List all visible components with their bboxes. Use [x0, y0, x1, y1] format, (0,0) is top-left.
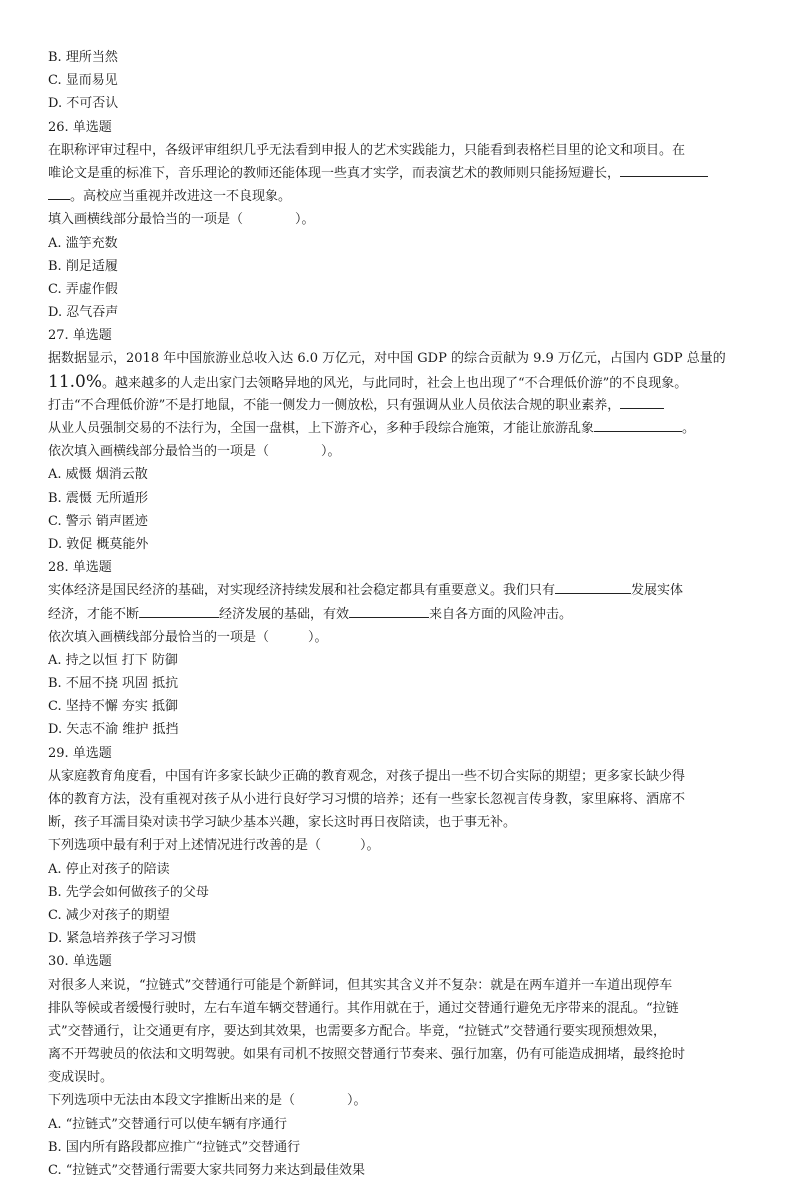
option-a: A. “拉链式”交替通行可以使车辆有序通行 — [48, 1116, 287, 1132]
question-header: 29. 单选题 — [48, 745, 112, 761]
question-text — [48, 371, 760, 394]
question-text: 排队等候或者缓慢行驶时，左右车道车辆交替通行。其作用就在于，通过交替通行避免无序带来的混乱。“拉链 — [48, 1000, 679, 1016]
text-segment: 打击“不合理低价游”不是打地鼠，不能一侧发力一侧放松，只有强调从业人员依法合规的职业素养， — [48, 397, 621, 413]
fill-blank — [620, 162, 708, 177]
question-prompt: 下列选项中最有利于对上述情况进行改善的是（ ）。 — [48, 838, 380, 854]
question-text: 从家庭教育角度看，中国有许多家长缺少正确的教育观念，对孩子提出一些不切合实际的期望；更多家长缺少得 — [48, 768, 686, 784]
text-segment: 。越来越多的人走出家门去领略异地的风光，与此同时，社会上也出现了“不合理低价游”的不良现象。 — [102, 375, 688, 391]
option-d: D. 紧急培养孩子学习习惯 — [48, 931, 197, 947]
question-prompt: 填入画横线部分最恰当的一项是（ ）。 — [48, 212, 315, 228]
question-text — [48, 417, 760, 440]
option-b: B. 国内所有路段都应推广“拉链式”交替通行 — [48, 1139, 301, 1155]
text-segment: 经济发展的基础，有效 — [219, 606, 350, 622]
text-segment: 发展实体 — [631, 583, 684, 599]
option-d: D. 不可否认 — [48, 96, 119, 112]
question-text: 体的教育方法，没有重视对孩子从小进行良好学习习惯的培养；还有一些家长忽视言传身教，家里麻将、酒席不 — [48, 792, 686, 807]
question-text — [48, 579, 760, 602]
fill-blank — [555, 579, 631, 594]
fill-blank — [620, 394, 664, 409]
option-c: C. 坚持不懈 夯实 抵御 — [48, 699, 179, 715]
option-a: A. 威慑 烟消云散 — [48, 467, 148, 483]
question-text: 式”交替通行，让交通更有序，要达到其效果，也需要多方配合。毕竟，“拉链式”交替通行要实现预想效果， — [48, 1023, 666, 1039]
text-segment: 从业人员强制交易的不法行为，全国一盘棋，上下游齐心，多种手段综合施策，才能让旅游乱象 — [48, 421, 595, 436]
option-c: C. 警示 销声匿迹 — [48, 513, 148, 529]
text-segment: 唯论文是重的标准下，音乐理论的教师还能体现一些真才实学，而表演艺术的教师则只能扬短避长， — [48, 165, 621, 181]
question-header: 30. 单选题 — [48, 954, 112, 970]
question-text: 据数据显示，2018 年中国旅游业总收入达 6.0 万亿元，对中国 GDP 的综合贡献为 9.9 万亿元，占国内 GDP 总量的 — [48, 351, 726, 367]
fill-blank — [139, 603, 219, 618]
option-b: B. 不屈不挠 巩固 抵抗 — [48, 676, 179, 692]
question-text — [48, 394, 760, 417]
question-header: 27. 单选题 — [48, 328, 112, 344]
question-header: 26. 单选题 — [48, 119, 112, 135]
option-c: C. 弄虚作假 — [48, 281, 118, 297]
option-b: B. 震慑 无所遁形 — [48, 490, 148, 506]
document-page — [48, 46, 760, 1182]
question-text: 变成误时。 — [48, 1070, 114, 1086]
option-b: B. 理所当然 — [48, 50, 118, 65]
text-segment: 实体经济是国民经济的基础，对实现经济持续发展和社会稳定都具有重要意义。我们只有 — [48, 583, 556, 599]
option-b: B. 先学会如何做孩子的父母 — [48, 884, 209, 900]
option-c: C. 减少对孩子的期望 — [48, 907, 170, 923]
question-text: 断，孩子耳濡目染对读书学习缺少基本兴趣，家长这时再日夜陪读，也于事无补。 — [48, 815, 517, 831]
option-d: D. 敦促 概莫能外 — [48, 536, 149, 552]
option-a: A. 持之以恒 打下 防御 — [48, 652, 178, 668]
question-prompt: 依次填入画横线部分最恰当的一项是（ ）。 — [48, 629, 328, 645]
text-segment: 。 — [682, 421, 696, 436]
question-text: 在职称评审过程中，各级评审组织几乎无法看到申报人的艺术实践能力，只能看到表格栏目里的论文和项目。在 — [48, 142, 686, 158]
option-d: D. 矢志不渝 维护 抵挡 — [48, 722, 179, 738]
fill-blank — [48, 185, 70, 200]
option-c: C. “拉链式”交替通行需要大家共同努力来达到最佳效果 — [48, 1163, 366, 1178]
option-d: D. 忍气吞声 — [48, 305, 119, 321]
question-text — [48, 185, 760, 208]
fill-blank — [349, 603, 429, 618]
question-text: 对很多人来说，“拉链式”交替通行可能是个新鲜词，但其实其含义并不复杂：就是在两车道并一车道出现停车 — [48, 977, 673, 993]
question-text: 离不开驾驶员的依法和文明驾驶。如果有司机不按照交替通行节奏来、强行加塞，仍有可能造成拥堵，最终抢时 — [48, 1047, 686, 1063]
text-segment: 经济，才能不断 — [48, 606, 140, 622]
option-a: A. 滥竽充数 — [48, 235, 118, 251]
text-segment: 。高校应当重视并改进这一不良现象。 — [70, 189, 292, 205]
question-header: 28. 单选题 — [48, 560, 112, 576]
question-text — [48, 603, 760, 626]
text-segment: 来自各方面的风险冲击。 — [429, 606, 573, 622]
question-text — [48, 162, 760, 185]
question-prompt: 下列选项中无法由本段文字推断出来的是（ ）。 — [48, 1093, 367, 1109]
option-a: A. 停止对孩子的陪读 — [48, 861, 170, 877]
option-c: C. 显而易见 — [48, 73, 118, 89]
option-b: B. 削足适履 — [48, 258, 118, 274]
percentage-value: 11.0% — [48, 371, 103, 392]
question-prompt: 依次填入画横线部分最恰当的一项是（ ）。 — [48, 444, 341, 460]
fill-blank — [594, 417, 682, 432]
